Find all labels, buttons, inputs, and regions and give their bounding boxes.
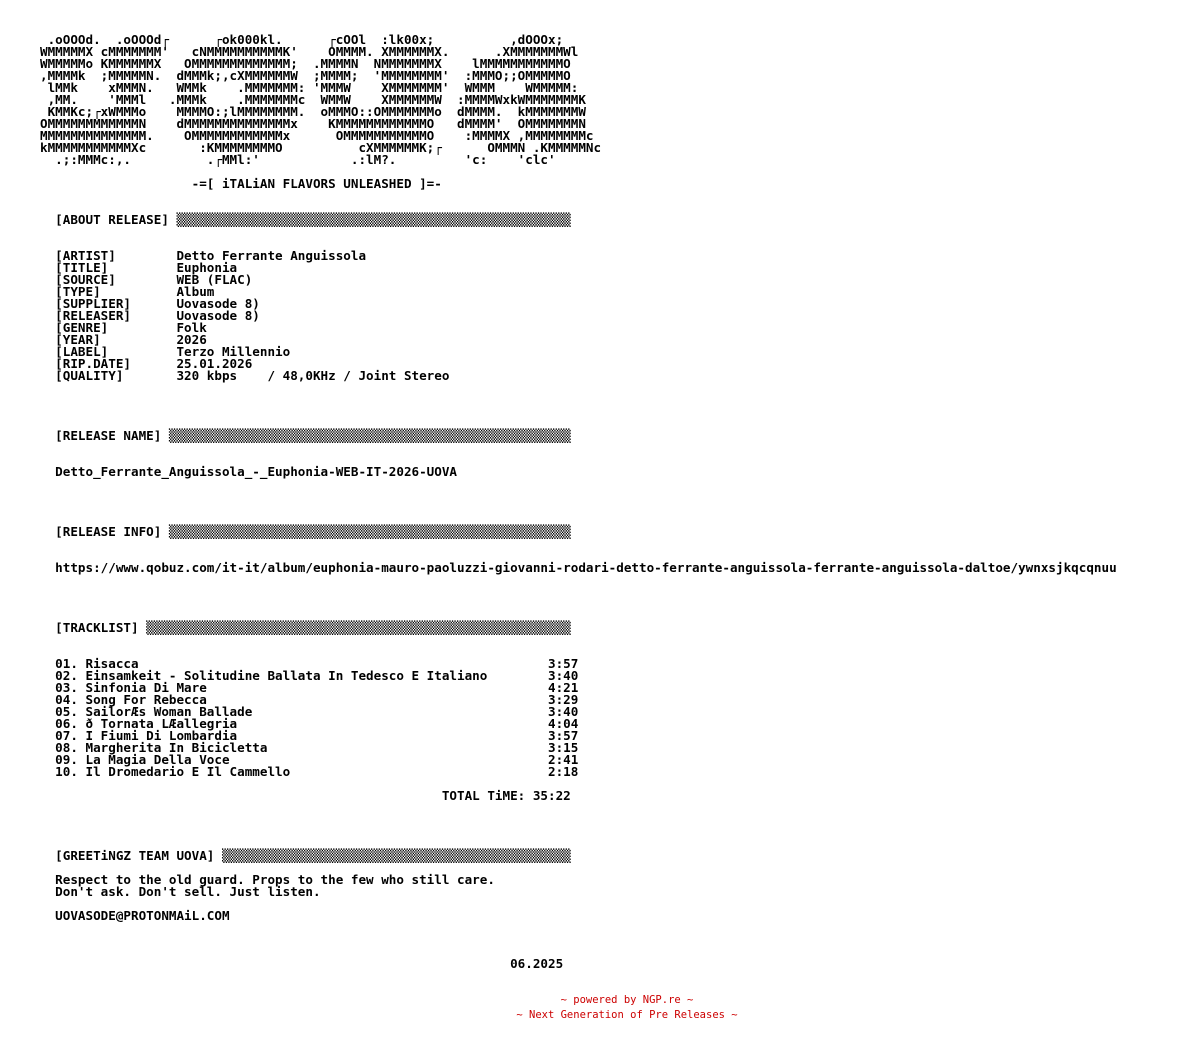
nfo-line: 09. La Magia Della Voce 2:41 (40, 752, 579, 767)
nfo-line (40, 538, 1117, 550)
nfo-line: .oOOOd. .oOOOd┌ ┌ok000kl. ┌cOOl :lk00x; ,dOOOx; (40, 32, 564, 47)
nfo-line: [LABEL] Terzo Millennio (40, 344, 291, 359)
nfo-line: 05. SailorÆs Woman Ballade 3:40 (40, 704, 579, 719)
nfo-line: [RELEASER] Uovasode 8) (40, 308, 260, 323)
nfo-line: [SUPPLIER] Uovasode 8) (40, 296, 260, 311)
nfo-line (40, 802, 1117, 814)
nfo-line: Detto_Ferrante_Anguissola_-_Euphonia-WEB-IT-2026-UOVA (40, 464, 458, 479)
nfo-line: 10. Il Dromedario E Il Cammello 2:18 (40, 764, 579, 779)
nfo-line: [RIP.DATE] 25.01.2026 (40, 356, 253, 371)
nfo-line (40, 598, 1117, 610)
nfo-line: MMMMMMMMMMMMMM. OMMMMMMMMMMMMx OMMMMMMMMMMMO :MMMMX ,MMMMMMMMc (40, 128, 594, 143)
nfo-line: WMMMMMX cMMMMMMM' cNMMMMMMMMMMK' OMMMM. XMMMMMMX. .XMMMMMMMWl (40, 44, 579, 59)
nfo-line (40, 394, 1117, 406)
nfo-line: TOTAL TiME: 35:22 (40, 788, 571, 803)
nfo-line: [YEAR] 2026 (40, 332, 207, 347)
nfo-line: OMMMMMMMMMMMMN dMMMMMMMMMMMMMMx KMMMMMMMMMMMMO dMMMM' OMMMMMMMN (40, 116, 586, 131)
nfo-line (40, 406, 1117, 418)
nfo-line: Respect to the old guard. Props to the few who still care. (40, 872, 495, 887)
nfo-line: kMMMMMMMMMMMXc :KMMMMMMMMO cXMMMMMMK;┌ OMMMN .KMMMMMNc (40, 140, 602, 155)
nfo-line: 06.2025 (40, 956, 564, 971)
nfo-line: Don't ask. Don't sell. Just listen. (40, 884, 321, 899)
footer-powered-by: ~ powered by NGP.re ~ (560, 994, 694, 1006)
nfo-line: ,MMMMk ;MMMMMN. dMMMk;,cXMMMMMMW ;MMMM; 'MMMMMMMM' :MMMO;;OMMMMMO (40, 68, 571, 83)
nfo-line: [ARTIST] Detto Ferrante Anguissola (40, 248, 367, 263)
nfo-line (40, 190, 1117, 202)
nfo-line: [TRACKLIST] ▒▒▒▒▒▒▒▒▒▒▒▒▒▒▒▒▒▒▒▒▒▒▒▒▒▒▒▒▒▒▒▒▒▒▒▒▒▒▒▒▒▒▒▒▒▒▒▒▒▒▒▒▒▒▒▒ (40, 620, 571, 635)
nfo-line: [GREETiNGZ TEAM UOVA] ▒▒▒▒▒▒▒▒▒▒▒▒▒▒▒▒▒▒▒▒▒▒▒▒▒▒▒▒▒▒▒▒▒▒▒▒▒▒▒▒▒▒▒▒▒▒ (40, 848, 571, 863)
nfo-line: [QUALITY] 320 kbps / 48,0KHz / Joint Stereo (40, 368, 450, 383)
nfo-line: [ABOUT RELEASE] ▒▒▒▒▒▒▒▒▒▒▒▒▒▒▒▒▒▒▒▒▒▒▒▒▒▒▒▒▒▒▒▒▒▒▒▒▒▒▒▒▒▒▒▒▒▒▒▒▒▒▒▒ (40, 212, 571, 227)
nfo-line (40, 502, 1117, 514)
nfo-line: https://www.qobuz.com/it-it/album/euphonia-mauro-paoluzzi-giovanni-rodari-detto-ferrante-anguissola-ferrante-anguissola-daltoe/ywnxsjkqcqnuu (40, 560, 1117, 575)
nfo-line: 07. I Fiumi Di Lombardia 3:57 (40, 728, 579, 743)
nfo-line (40, 478, 1117, 490)
nfo-line: 08. Margherita In Bicicletta 3:15 (40, 740, 579, 755)
nfo-line: KMMKc;┌xWMMMo MMMMO:;lMMMMMMMM. oMMMO::OMMMMMMMo dMMMM. kMMMMMMMW (40, 104, 586, 119)
nfo-line (40, 382, 1117, 394)
nfo-line: [SOURCE] WEB (FLAC) (40, 272, 253, 287)
nfo-line: [RELEASE INFO] ▒▒▒▒▒▒▒▒▒▒▒▒▒▒▒▒▒▒▒▒▒▒▒▒▒▒▒▒▒▒▒▒▒▒▒▒▒▒▒▒▒▒▒▒▒▒▒▒▒▒▒▒▒ (40, 524, 571, 539)
nfo-line: 04. Song For Rebecca 3:29 (40, 692, 579, 707)
nfo-line: UOVASODE@PROTONMAiL.COM (40, 908, 230, 923)
nfo-line: ,MM. 'MMMl .MMMk .MMMMMMMc WMMW XMMMMMMW :MMMMWxkWMMMMMMMK (40, 92, 586, 107)
nfo-line: -=[ iTALiAN FLAVORS UNLEASHED ]=- (40, 176, 442, 191)
nfo-line: 02. Einsamkeit - Solitudine Ballata In Tedesco E Italiano 3:40 (40, 668, 579, 683)
nfo-line: [RELEASE NAME] ▒▒▒▒▒▒▒▒▒▒▒▒▒▒▒▒▒▒▒▒▒▒▒▒▒▒▒▒▒▒▒▒▒▒▒▒▒▒▒▒▒▒▒▒▒▒▒▒▒▒▒▒▒ (40, 428, 571, 443)
nfo-line: .;:MMMc:,. .┌MMl:' .:lM?. 'c: 'clc' (40, 152, 556, 167)
nfo-line (40, 934, 1117, 946)
nfo-line (40, 922, 1117, 934)
nfo-line: lMMk xMMMN. WMMk .MMMMMMM: 'MMMW XMMMMMMM' WMMM WMMMMM: (40, 80, 579, 95)
nfo-line: 01. Risacca 3:57 (40, 656, 579, 671)
nfo-line (40, 634, 1117, 646)
nfo-line (40, 490, 1117, 502)
nfo-line: 03. Sinfonia Di Mare 4:21 (40, 680, 579, 695)
nfo-line (40, 586, 1117, 598)
footer-tagline: ~ Next Generation of Pre Releases ~ (516, 1009, 738, 1021)
nfo-line (40, 574, 1117, 586)
nfo-line: [TITLE] Euphonia (40, 260, 238, 275)
nfo-line (40, 226, 1117, 238)
nfo-line (40, 442, 1117, 454)
nfo-line (40, 814, 1117, 826)
footer (0, 993, 1184, 1023)
nfo-line: WMMMMMo KMMMMMMX OMMMMMMMMMMMMM; .MMMMN NMMMMMMMX lMMMMMMMMMMMO (40, 56, 571, 71)
nfo-text (40, 34, 1117, 970)
nfo-line: [TYPE] Album (40, 284, 215, 299)
nfo-line: 06. ð Tornata LÆallegria 4:04 (40, 716, 579, 731)
nfo-line (40, 826, 1117, 838)
nfo-line: [GENRE] Folk (40, 320, 207, 335)
